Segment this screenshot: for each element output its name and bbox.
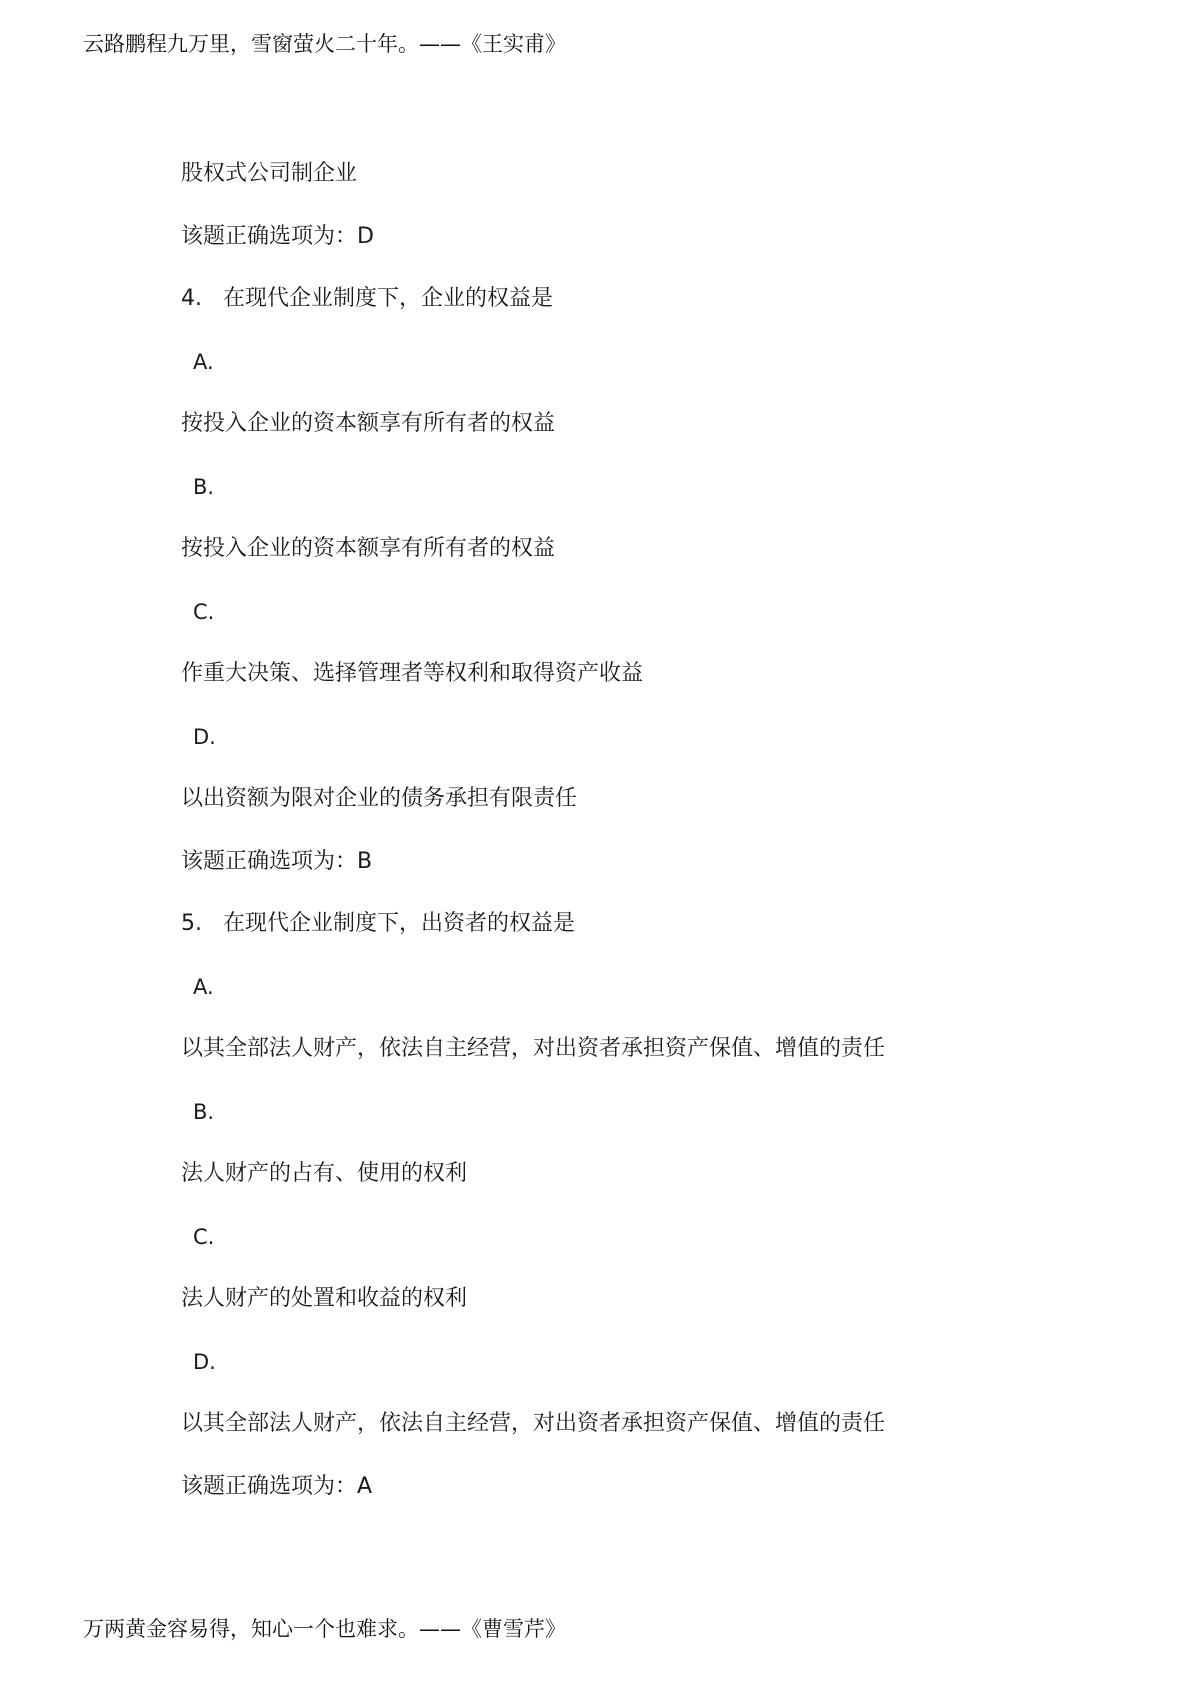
question-4-text: 在现代企业制度下，企业的权益是 — [223, 286, 554, 311]
q4-option-a-label: A. — [193, 349, 214, 374]
q5-option-b-text: 法人财产的占有、使用的权利 — [181, 1161, 468, 1186]
q5-option-d-label: D. — [193, 1349, 216, 1374]
q4-option-d-text: 以出资额为限对企业的债务承担有限责任 — [181, 786, 578, 811]
header-quote: 云路鹏程九万里，雪窗萤火二十年。——《王实甫》 — [83, 32, 566, 56]
question-4-answer: 该题正确选项为：B — [181, 848, 373, 874]
q5-option-d-text: 以其全部法人财产，依法自主经营，对出资者承担资产保值、增值的责任 — [181, 1411, 886, 1436]
document-body — [181, 156, 1081, 1531]
q4-option-b-label: B. — [193, 474, 215, 499]
q5-option-a-text: 以其全部法人财产，依法自主经营，对出资者承担资产保值、增值的责任 — [181, 1036, 886, 1061]
q5-option-c-text: 法人财产的处置和收益的权利 — [181, 1286, 468, 1311]
question-4-number: 4. — [181, 286, 202, 311]
q5-option-a-label: A. — [193, 974, 214, 999]
prev-option-text: 股权式公司制企业 — [181, 161, 358, 186]
q4-option-b-text: 按投入企业的资本额享有所有者的权益 — [181, 536, 556, 561]
footer-quote: 万两黄金容易得，知心一个也难求。——《曹雪芹》 — [83, 1617, 566, 1641]
prev-answer: 该题正确选项为：D — [181, 223, 374, 249]
q5-option-b-label: B. — [193, 1099, 215, 1124]
question-4-stem — [181, 281, 1081, 344]
q4-option-c-text: 作重大决策、选择管理者等权利和取得资产收益 — [181, 661, 644, 686]
question-5-number: 5. — [181, 911, 202, 936]
question-5-answer: 该题正确选项为：A — [181, 1473, 373, 1499]
q4-option-c-label: C. — [193, 599, 215, 624]
q5-option-c-label: C. — [193, 1224, 215, 1249]
q4-option-d-label: D. — [193, 724, 216, 749]
question-5-stem — [181, 906, 1081, 969]
question-5-text: 在现代企业制度下，出资者的权益是 — [223, 911, 576, 936]
q4-option-a-text: 按投入企业的资本额享有所有者的权益 — [181, 411, 556, 436]
